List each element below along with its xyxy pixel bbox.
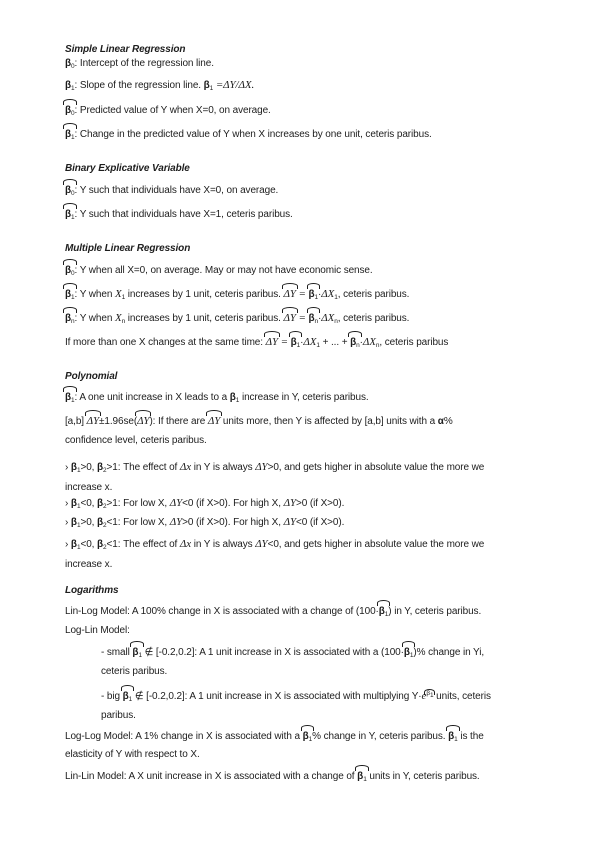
- line-loglin-big-b: paribus.: [101, 710, 136, 721]
- line-poly-1: $\beta_1$: A one unit increase in X leads to a $\beta_1$ increase in Y, ceteris paribus.: [65, 392, 369, 404]
- line-binary-b0hat: $\beta_0$: Y such that individuals have X=0, on average.: [65, 185, 279, 197]
- line-poly-3: confidence level, ceteris paribus.: [65, 435, 207, 446]
- line-b0: $\beta_0$: Intercept of the regression line.: [65, 58, 214, 70]
- line-multi-b0hat: $\beta_0$: Y when all X=0, on average. May or may not have economic sense.: [65, 265, 373, 277]
- line-poly-case-1b: increase x.: [65, 482, 113, 493]
- line-poly-case-1: › $\beta_1>0$, $\beta_2>1$: The effect of Δx in Y is always ΔY>0, and gets higher in absolute value the more we: [65, 461, 485, 474]
- heading-simple-regression: Simple Linear Regression: [65, 44, 186, 55]
- line-loglin-small: - small $\beta_1$ ∉ [-0.2,0.2]: A 1 unit increase in X is associated with a $(100\cdot\beta_1)\%$ change in Yi,: [101, 647, 485, 659]
- line-loglog-b: elasticity of Y with respect to X.: [65, 749, 200, 760]
- line-multi-bnhat: $\beta_n$: Y when $X_n$ increases by 1 unit, ceteris paribus. $\Delta Y = \beta_n\cdot\Delta X_n$, ceteris paribus.: [65, 312, 410, 325]
- line-loglin: Log-Lin Model:: [65, 625, 130, 636]
- line-linlog: Lin-Log Model: A 100% change in X is associated with a change of $(100\cdot\beta_1)$ in Y, ceteris paribus.: [65, 606, 482, 618]
- line-poly-case-2: › $\beta_1<0$, $\beta_2>1$: For low X, ΔY<0 (if X>0). For high X, ΔY>0 (if X>0).: [65, 497, 345, 510]
- line-poly-case-4: › $\beta_1<0$, $\beta_2<1$: The effect of Δx in Y is always ΔY<0, and gets higher in absolute value the more we: [65, 538, 485, 551]
- bullet-icon: ›: [65, 462, 69, 473]
- line-b0hat: $\beta_0$: Predicted value of Y when X=0, on average.: [65, 105, 271, 117]
- line-multi-more: If more than one X changes at the same time: $\Delta Y = \beta_1\cdot\Delta X_1$ + ... + $\beta_n\cdot\Delta X_n$, ceteris paribus: [65, 336, 449, 349]
- heading-logarithms: Logarithms: [65, 585, 119, 596]
- line-loglog: Log-Log Model: A 1% change in X is associated with a $\beta_1\%$ change in Y, ceteris paribus. $\beta_1$ is the: [65, 731, 484, 743]
- line-loglin-small-b: ceteris paribus.: [101, 666, 168, 677]
- heading-multiple: Multiple Linear Regression: [65, 243, 191, 254]
- line-poly-2: [a,b] ΔY±1.96se(ΔY): If there are ΔY units more, then Y is affected by [a,b] units with a α%: [65, 415, 453, 427]
- heading-polynomial: Polynomial: [65, 371, 118, 382]
- line-binary-b1hat: $\beta_1$: Y such that individuals have X=1, ceteris paribus.: [65, 209, 293, 221]
- line-b1hat: $\beta_1$: Change in the predicted value of Y when X increases by one unit, ceteris paribus.: [65, 129, 432, 141]
- line-poly-case-4b: increase x.: [65, 559, 113, 570]
- line-loglin-big: - big $\beta_1$ ∉ [-0.2,0.2]: A 1 unit increase in X is associated with multiplying $Y\cdot e^{\beta_1}$ units, ceteris: [101, 689, 491, 703]
- line-linlin: Lin-Lin Model: A X unit increase in X is associated with a change of $\beta_1$ units in Y, ceteris paribus.: [65, 771, 480, 783]
- bullet-icon: ›: [65, 539, 69, 550]
- line-multi-b1hat: $\beta_1$: Y when $X_1$ increases by 1 unit, ceteris paribus. $\Delta Y = \beta_1\cdot\Delta X_1$, ceteris paribus.: [65, 288, 410, 301]
- line-poly-case-3: › $\beta_1>0$, $\beta_2<1$: For low X, ΔY>0 (if X>0). For high X, ΔY<0 (if X>0).: [65, 516, 345, 529]
- bullet-icon: ›: [65, 498, 69, 509]
- line-b1: $\beta_1$: Slope of the regression line. $\beta_1 =\Delta Y/\Delta X$.: [65, 79, 255, 92]
- heading-binary: Binary Explicative Variable: [65, 163, 190, 174]
- bullet-icon: ›: [65, 517, 69, 528]
